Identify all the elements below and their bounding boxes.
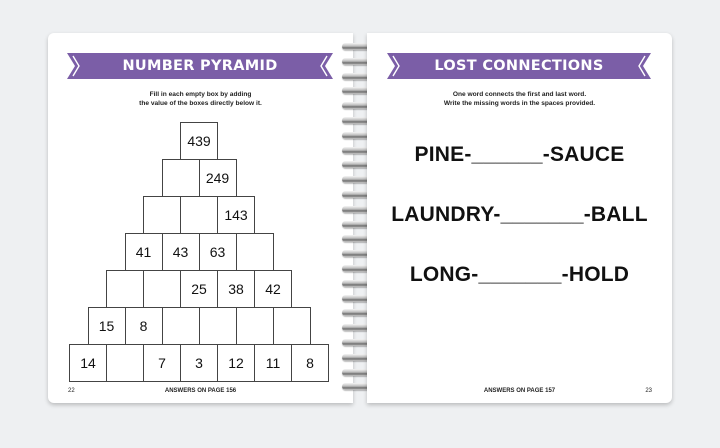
pyramid-box-empty[interactable] <box>106 270 144 308</box>
answers-reference: ANSWERS ON PAGE 156 <box>164 388 237 394</box>
instructions-line-2: Write the missing words in the spaces provided. <box>443 99 596 107</box>
pyramid-box-empty[interactable] <box>106 344 144 382</box>
pyramid-box-empty[interactable] <box>199 307 237 345</box>
word-puzzle-3[interactable]: LONG-_______-HOLD <box>409 263 630 286</box>
word-puzzle-1[interactable]: PINE-______-SAUCE <box>414 143 625 166</box>
pyramid-box-empty[interactable] <box>180 196 218 234</box>
pyramid-box-filled: 25 <box>180 270 218 308</box>
pyramid-box-filled: 41 <box>125 233 163 271</box>
pyramid-box-filled: 12 <box>217 344 255 382</box>
pyramid-box-filled: 143 <box>217 196 255 234</box>
pyramid-box-filled: 7 <box>143 344 181 382</box>
page-number: 22 <box>68 388 75 394</box>
pyramid-box-filled: 439 <box>180 122 218 160</box>
pyramid-box-filled: 3 <box>180 344 218 382</box>
pyramid-box-filled: 14 <box>69 344 107 382</box>
pyramid-box-filled: 11 <box>254 344 292 382</box>
pyramid-box-filled: 15 <box>88 307 126 345</box>
pyramid-box-filled: 38 <box>217 270 255 308</box>
pyramid-box-filled: 43 <box>162 233 200 271</box>
instructions-line-2: the value of the boxes directly below it. <box>139 99 262 107</box>
instructions-line-1: Fill in each empty box by adding <box>149 91 252 98</box>
page-title: LOST CONNECTIONS <box>434 58 604 74</box>
pyramid-box-empty[interactable] <box>162 159 200 197</box>
pyramid-box-filled: 63 <box>199 233 237 271</box>
pyramid-box-empty[interactable] <box>143 196 181 234</box>
pyramid-box-filled: 8 <box>291 344 329 382</box>
instructions <box>48 91 353 108</box>
left-page <box>48 33 353 403</box>
pyramid-box-filled: 8 <box>125 307 163 345</box>
word-puzzle-2[interactable]: LAUNDRY-_______-BALL <box>391 203 648 226</box>
instructions <box>367 91 672 108</box>
number-pyramid-banner <box>67 53 333 79</box>
pyramid-box-empty[interactable] <box>273 307 311 345</box>
pyramid-box-empty[interactable] <box>236 233 274 271</box>
instructions-line-1: One word connects the first and last word. <box>452 91 587 98</box>
page-number: 23 <box>645 388 652 394</box>
pyramid-box-filled: 249 <box>199 159 237 197</box>
lost-connections-banner <box>387 53 651 79</box>
pyramid-box-empty[interactable] <box>143 270 181 308</box>
pyramid-box-empty[interactable] <box>236 307 274 345</box>
right-page <box>367 33 672 403</box>
page-title: NUMBER PYRAMID <box>122 58 278 74</box>
answers-reference: ANSWERS ON PAGE 157 <box>483 388 556 394</box>
pyramid-box-filled: 42 <box>254 270 292 308</box>
pyramid-box-empty[interactable] <box>162 307 200 345</box>
